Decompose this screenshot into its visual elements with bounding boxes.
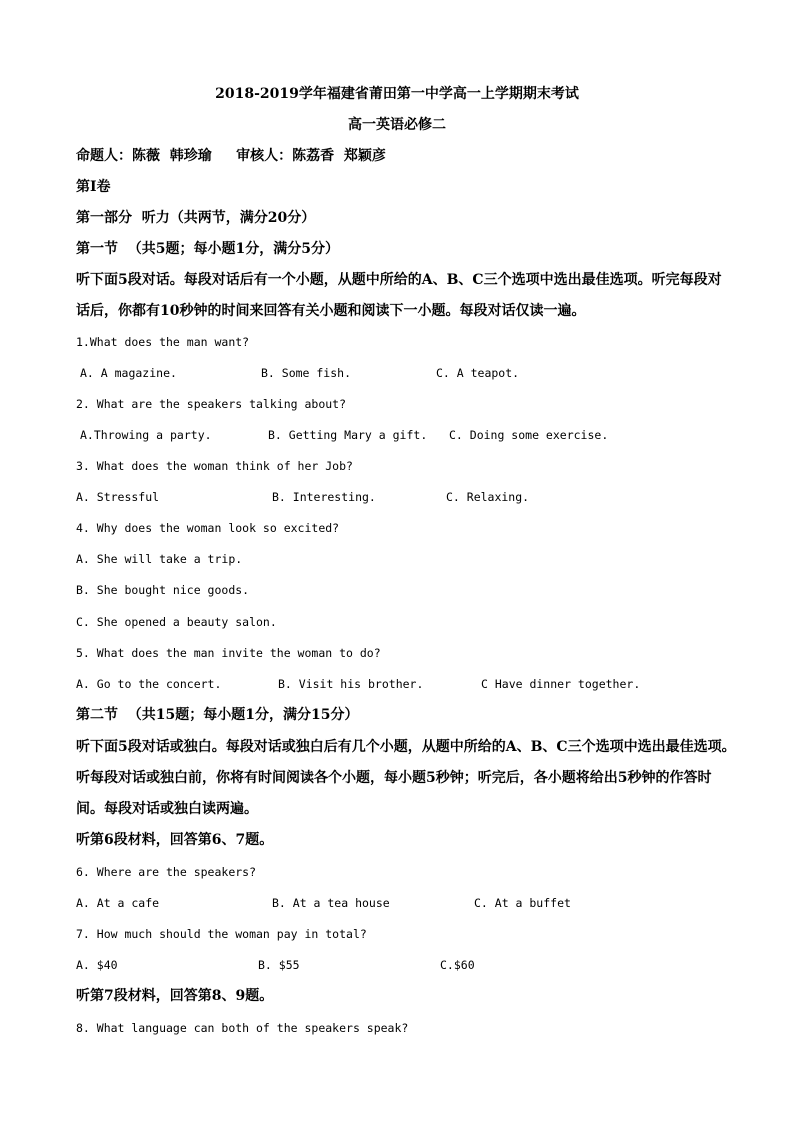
question-1-option-b: B. Some fish. — [261, 366, 352, 380]
question-3-option-b: B. Interesting. — [272, 490, 376, 504]
question-3-option-c: C. Relaxing. — [446, 490, 530, 504]
section1-heading: 第一节 （共5题；每小题1分，满分5分） — [76, 241, 339, 257]
exam-authors: 命题人：陈薇 韩珍瑜 审核人：陈荔香 郑颖彦 — [76, 148, 386, 164]
question-2-option-b: B. Getting Mary a gift. — [268, 428, 428, 442]
question-7-stem: 7. How much should the woman pay in total? — [76, 927, 367, 941]
question-5-option-b: B. Visit his brother. — [278, 677, 424, 691]
question-3-option-a: A. Stressful — [76, 490, 160, 504]
question-7-option-b: B. $55 — [258, 958, 300, 972]
question-1-option-a: A. A magazine. — [80, 366, 177, 380]
question-2-option-a: A.Throwing a party. — [80, 428, 212, 442]
question-5-option-c: C Have dinner together. — [481, 677, 641, 691]
section2-instructions-line1: 听下面5段对话或独白。每段对话或独白后有几个小题，从题中所给的A、B、C三个选项中选出最佳选项。 — [76, 739, 736, 755]
question-1-option-c: C. A teapot. — [436, 366, 520, 380]
part1-heading: 第一部分 听力（共两节，满分20分） — [76, 210, 316, 226]
question-2-option-c: C. Doing some exercise. — [449, 428, 609, 442]
volume-heading: 第Ⅰ卷 — [76, 179, 111, 195]
question-5-option-a: A. Go to the concert. — [76, 677, 222, 691]
section1-instructions-line2: 话后，你都有10秒钟的时间来回答有关小题和阅读下一小题。每段对话仅读一遍。 — [76, 303, 586, 319]
question-4-option-a: A. She will take a trip. — [76, 552, 243, 566]
question-4-stem: 4. Why does the woman look so excited? — [76, 521, 340, 535]
question-6-option-a: A. At a cafe — [76, 896, 160, 910]
question-1-stem: 1.What does the man want? — [76, 335, 250, 349]
question-3-stem: 3. What does the woman think of her Job? — [76, 459, 353, 473]
exam-subtitle: 高一英语必修二 — [348, 117, 446, 133]
question-4-option-c: C. She opened a beauty salon. — [76, 615, 277, 629]
question-6-option-b: B. At a tea house — [272, 896, 390, 910]
material-6-heading: 听第6段材料，回答第6、7题。 — [76, 832, 274, 848]
question-4-option-b: B. She bought nice goods. — [76, 583, 250, 597]
question-8-stem: 8. What language can both of the speakers speak? — [76, 1021, 409, 1035]
exam-title: 2018-2019学年福建省莆田第一中学高一上学期期末考试 — [215, 86, 579, 102]
question-7-option-a: A. $40 — [76, 958, 118, 972]
question-7-option-c: C.$60 — [440, 958, 475, 972]
question-6-stem: 6. Where are the speakers? — [76, 865, 257, 879]
question-6-option-c: C. At a buffet — [474, 896, 571, 910]
material-7-heading: 听第7段材料，回答第8、9题。 — [76, 988, 274, 1004]
section1-instructions-line1: 听下面5段对话。每段对话后有一个小题，从题中所给的A、B、C三个选项中选出最佳选项。听完每段对 — [76, 272, 722, 288]
section2-heading: 第二节 （共15题；每小题1分，满分15分） — [76, 707, 359, 723]
section2-instructions-line3: 间。每段对话或独白读两遍。 — [76, 801, 258, 817]
question-2-stem: 2. What are the speakers talking about? — [76, 397, 347, 411]
question-5-stem: 5. What does the man invite the woman to do? — [76, 646, 381, 660]
section2-instructions-line2: 听每段对话或独白前，你将有时间阅读各个小题，每小题5秒钟；听完后，各小题将给出5秒钟的作答时 — [76, 770, 712, 786]
